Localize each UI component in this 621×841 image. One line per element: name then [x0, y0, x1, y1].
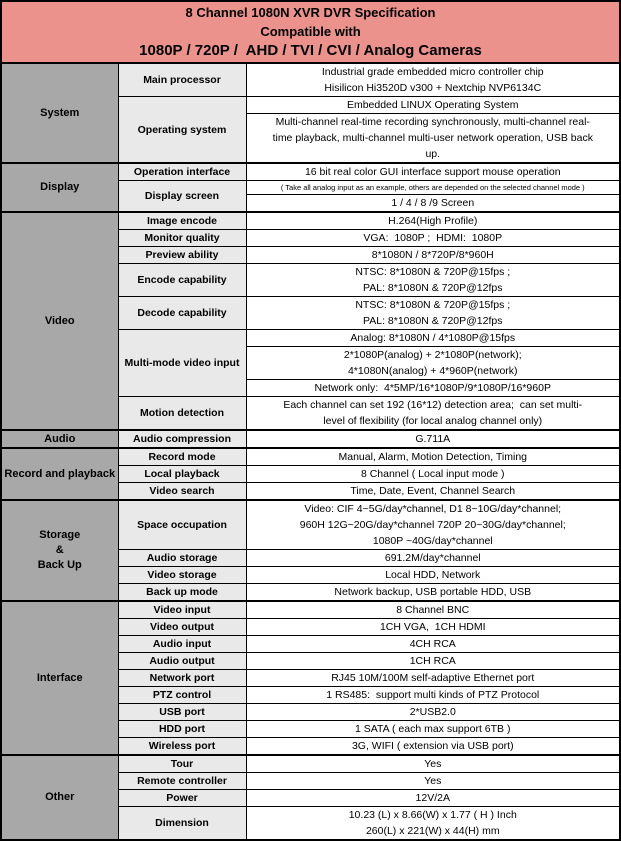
value-line: Embedded LINUX Operating System [346, 99, 519, 111]
spec-value-cell [246, 212, 620, 230]
spec-value-cell [246, 297, 620, 330]
value-line: H.264(High Profile) [388, 215, 478, 227]
spec-value-cell [246, 397, 620, 431]
section-cell-record-and-playback [1, 448, 118, 500]
value-line: 12V/2A [415, 792, 450, 804]
spec-value-cell [246, 567, 620, 584]
spec-label-remote-controller: Remote controller [118, 773, 246, 790]
spec-row [1, 63, 620, 97]
spec-value-cell [246, 670, 620, 687]
spec-value-cell [246, 738, 620, 756]
spec-value-cell [246, 430, 620, 448]
spec-value-cell [246, 483, 620, 501]
spec-value-cell [246, 687, 620, 704]
section-cell-display [1, 163, 118, 212]
spec-value-cell [246, 773, 620, 790]
section-name-line: Audio [44, 432, 76, 445]
section-name-line: Storage [39, 529, 81, 541]
value-line: PAL: 8*1080N & 720P@12fps [363, 315, 503, 327]
spec-row [1, 601, 620, 619]
value-line: 8 Channel ( Local input mode ) [360, 468, 505, 480]
spec-value-cell [246, 704, 620, 721]
spec-value-cell [246, 584, 620, 602]
section-cell-interface [1, 601, 118, 755]
spec-label-record-mode: Record mode [118, 448, 246, 466]
spec-label-power: Power [118, 790, 246, 807]
value-line: 1080P ~40G/day*channel [372, 535, 493, 547]
spec-value-cell [246, 466, 620, 483]
value-line: G.711A [415, 433, 451, 445]
spec-label-ptz-control: PTZ control [118, 687, 246, 704]
value-line: Yes [424, 775, 442, 787]
section-name-line: System [40, 106, 80, 119]
title-row [1, 1, 620, 63]
spec-value-cell [246, 790, 620, 807]
title-line-2: Compatible with [260, 24, 361, 39]
spec-label-multi-mode-video-input: Multi-mode video input [118, 330, 246, 397]
value-line: Analog: 8*1080N / 4*1080P@15fps [350, 332, 516, 344]
section-name-line: Back Up [37, 559, 82, 571]
spec-label-video-storage: Video storage [118, 567, 246, 584]
spec-label-decode-capability: Decode capability [118, 297, 246, 330]
section-cell-other [1, 755, 118, 840]
spec-value-cell [246, 181, 620, 195]
value-line: RJ45 10M/100M self-adaptive Ethernet port [331, 672, 535, 684]
spec-value-cell [246, 448, 620, 466]
value-line: Time, Date, Event, Channel Search [350, 485, 516, 497]
spec-label-audio-input: Audio input [118, 636, 246, 653]
value-line: Each channel can set 192 (16*12) detection area; can set multi- [283, 399, 583, 411]
spec-label-operating-system: Operating system [118, 97, 246, 164]
value-line: 1CH VGA, 1CH HDMI [379, 621, 486, 633]
spec-row [1, 755, 620, 773]
spec-value-cell [246, 63, 620, 97]
spec-value-cell [246, 619, 620, 636]
value-line: Local HDD, Network [385, 569, 481, 581]
spec-label-hdd-port: HDD port [118, 721, 246, 738]
value-line: 260(L) x 221(W) x 44(H) mm [365, 825, 500, 837]
value-line: 10.23 (L) x 8.66(W) x 1.77 ( H ) Inch [348, 809, 517, 821]
value-line: 1 SATA ( each max support 6TB ) [355, 723, 511, 735]
value-line: Industrial grade embedded micro controller chip [321, 66, 544, 78]
spec-label-main-processor: Main processor [118, 63, 246, 97]
spec-value-cell [246, 114, 620, 164]
value-line: 2*USB2.0 [409, 706, 456, 718]
spec-value-cell [246, 755, 620, 773]
spec-label-video-input: Video input [118, 601, 246, 619]
value-line: Yes [424, 758, 442, 770]
value-line: 1 RS485: support multi kinds of PTZ Protocol [326, 689, 540, 701]
value-line: 2*1080P(analog) + 2*1080P(network); [343, 349, 522, 361]
spec-label-tour: Tour [118, 755, 246, 773]
spec-value-cell [246, 636, 620, 653]
spec-value-cell [246, 330, 620, 347]
title-line-1: 8 Channel 1080N XVR DVR Specification [185, 5, 436, 20]
spec-label-usb-port: USB port [118, 704, 246, 721]
value-line: NTSC: 8*1080N & 720P@15fps ; [355, 266, 511, 278]
section-name-line: Interface [36, 671, 83, 684]
spec-row [1, 448, 620, 466]
spec-label-display-screen: Display screen [118, 181, 246, 213]
spec-label-image-encode: Image encode [118, 212, 246, 230]
spec-label-audio-compression: Audio compression [118, 430, 246, 448]
spec-row [1, 163, 620, 181]
spec-label-dimension: Dimension [118, 807, 246, 841]
value-line: 3G, WIFI ( extension via USB port) [351, 740, 514, 752]
spec-label-video-output: Video output [118, 619, 246, 636]
spec-row [1, 500, 620, 550]
spec-row [1, 212, 620, 230]
section-cell-audio [1, 430, 118, 448]
value-line: 1CH RCA [409, 655, 456, 667]
value-line: Network only: 4*5MP/16*1080P/9*1080P/16*960P [314, 382, 551, 394]
value-line: 8 Channel BNC [396, 604, 470, 616]
value-line: time playback, multi-channel multi-user network operation, USB back [272, 132, 593, 144]
value-line: Hisilicon Hi3520D v300 + Nextchip NVP6134C [324, 82, 542, 94]
value-line: VGA: 1080P ; HDMI: 1080P [363, 232, 503, 244]
value-line: 4CH RCA [409, 638, 456, 650]
section-name-line: Display [40, 181, 80, 193]
spec-value-cell [246, 347, 620, 380]
spec-value-cell [246, 500, 620, 550]
value-line: 8*1080N / 8*720P/8*960H [371, 249, 494, 261]
value-line: up. [425, 148, 441, 160]
value-line: NTSC: 8*1080N & 720P@15fps ; [355, 299, 511, 311]
spec-label-back-up-mode: Back up mode [118, 584, 246, 602]
value-line: 1 / 4 / 8 /9 Screen [391, 197, 475, 209]
value-line: Manual, Alarm, Motion Detection, Timing [338, 451, 527, 463]
spec-value-cell [246, 807, 620, 841]
table-title [1, 1, 620, 63]
spec-label-motion-detection: Motion detection [118, 397, 246, 431]
title-line-3: 1080P / 720P / AHD / TVI / CVI / Analog Cameras [139, 42, 482, 59]
spec-row [1, 430, 620, 448]
spec-value-cell [246, 97, 620, 114]
spec-label-preview-ability: Preview ability [118, 247, 246, 264]
spec-value-cell [246, 550, 620, 567]
value-line: 4*1080N(analog) + 4*960P(network) [347, 365, 518, 377]
value-line: level of flexibility (for local analog channel only) [323, 415, 543, 427]
spec-label-video-search: Video search [118, 483, 246, 501]
spec-value-cell [246, 264, 620, 297]
spec-label-space-occupation: Space occupation [118, 500, 246, 550]
spec-label-wireless-port: Wireless port [118, 738, 246, 756]
section-name-line: & [55, 544, 64, 556]
section-cell-video [1, 212, 118, 430]
spec-label-local-playback: Local playback [118, 466, 246, 483]
value-line: Video: CIF 4~5G/day*channel, D1 8~10G/day*channel; [304, 503, 562, 515]
section-name-line: Other [45, 791, 75, 803]
section-name-line: Record and playback [4, 467, 116, 480]
spec-label-monitor-quality: Monitor quality [118, 230, 246, 247]
spec-value-cell [246, 230, 620, 247]
spec-value-cell [246, 195, 620, 213]
spec-label-audio-output: Audio output [118, 653, 246, 670]
spec-value-cell [246, 653, 620, 670]
spec-label-audio-storage: Audio storage [118, 550, 246, 567]
spec-label-network-port: Network port [118, 670, 246, 687]
value-line: 16 bit real color GUI interface support mouse operation [304, 166, 561, 178]
spec-value-cell [246, 247, 620, 264]
value-line: Network backup, USB portable HDD, USB [334, 586, 532, 598]
section-cell-system [1, 63, 118, 163]
value-note-line: ( Take all analog input as an example, others are depended on the selected channel mode ) [280, 183, 585, 192]
section-cell-storage-back-up [1, 500, 118, 601]
spec-value-cell [246, 380, 620, 397]
value-line: 960H 12G~20G/day*channel 720P 20~30G/day*channel; [299, 519, 566, 531]
value-line: Multi-channel real-time recording synchronously, multi-channel real- [275, 116, 590, 128]
spec-label-encode-capability: Encode capability [118, 264, 246, 297]
spec-value-cell [246, 601, 620, 619]
value-line: 691.2M/day*channel [384, 552, 481, 564]
spec-label-operation-interface: Operation interface [118, 163, 246, 181]
section-name-line: Video [44, 314, 75, 327]
spec-value-cell [246, 163, 620, 181]
value-line: PAL: 8*1080N & 720P@12fps [363, 282, 503, 294]
spec-value-cell [246, 721, 620, 738]
